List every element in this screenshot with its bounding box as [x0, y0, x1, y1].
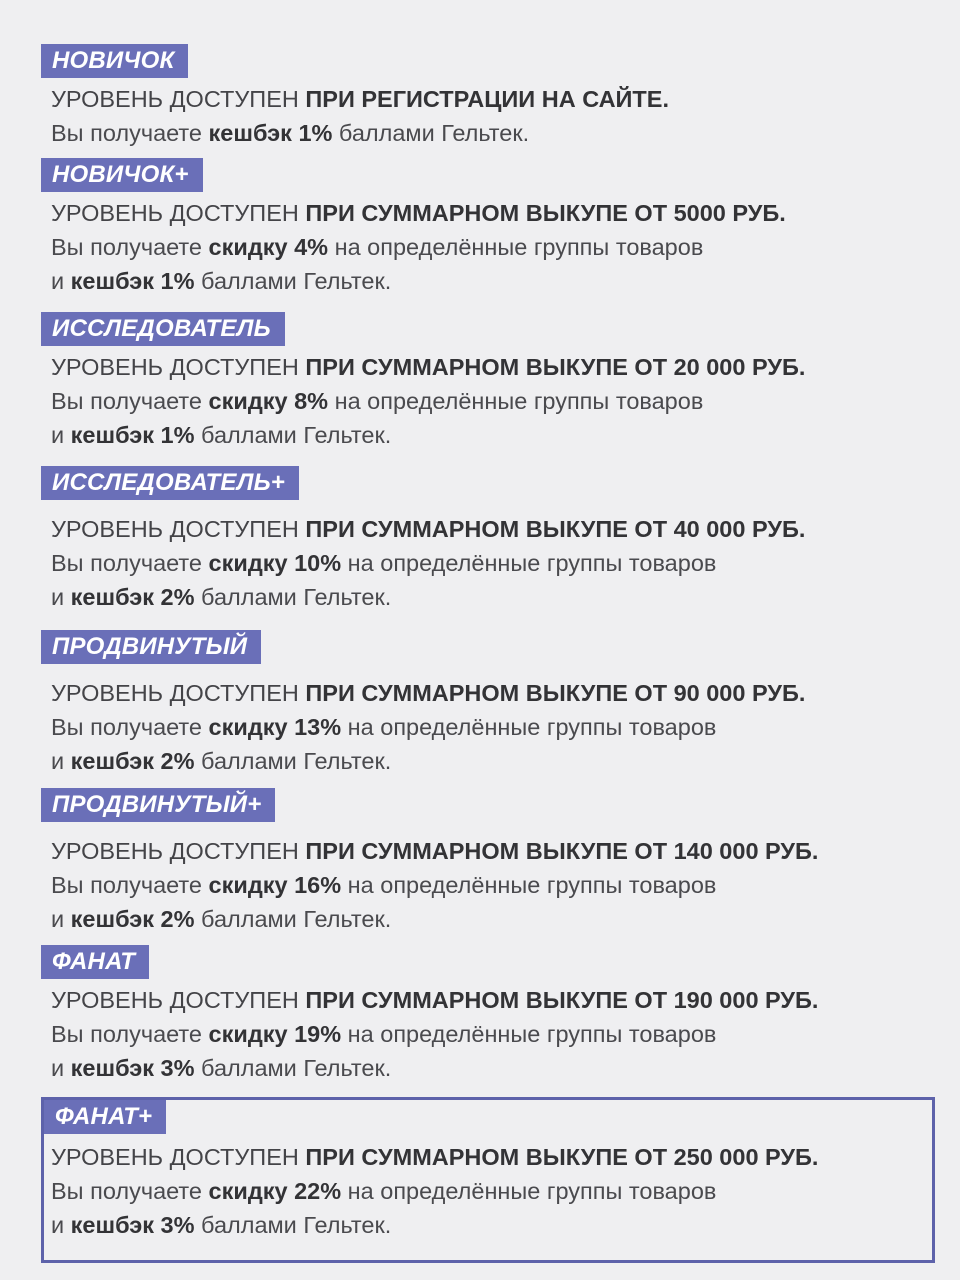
level-requirement: УРОВЕНЬ ДОСТУПЕН ПРИ СУММАРНОМ ВЫКУПЕ ОТ 20 000 РУБ. — [51, 354, 806, 380]
level-benefit: Вы получаете скидку 13% на определённые группы товаров — [51, 714, 717, 740]
level-benefit: Вы получаете кешбэк 1% баллами Гельтек. — [51, 120, 530, 146]
level-issledovatel — [41, 312, 935, 452]
level-novichok-plus — [41, 158, 935, 298]
level-cashback: и кешбэк 1% баллами Гельтек. — [51, 422, 392, 448]
level-badge: ПРОДВИНУТЫЙ — [41, 630, 261, 664]
level-badge: ИССЛЕДОВАТЕЛЬ+ — [41, 466, 299, 500]
level-badge: НОВИЧОК+ — [41, 158, 203, 192]
level-prodvinutyi — [41, 630, 935, 778]
level-badge: ПРОДВИНУТЫЙ+ — [41, 788, 275, 822]
level-requirement: УРОВЕНЬ ДОСТУПЕН ПРИ СУММАРНОМ ВЫКУПЕ ОТ 140 000 РУБ. — [51, 838, 819, 864]
level-cashback: и кешбэк 3% баллами Гельтек. — [51, 1212, 392, 1238]
level-benefit: Вы получаете скидку 16% на определённые группы товаров — [51, 872, 717, 898]
level-fanat — [41, 945, 935, 1085]
level-badge: ФАНАТ — [41, 945, 149, 979]
level-requirement: УРОВЕНЬ ДОСТУПЕН ПРИ СУММАРНОМ ВЫКУПЕ ОТ 5000 РУБ. — [51, 200, 786, 226]
level-cashback: и кешбэк 2% баллами Гельтек. — [51, 748, 392, 774]
level-fanat-plus-highlighted — [41, 1097, 935, 1263]
level-benefit: Вы получаете скидку 8% на определённые группы товаров — [51, 388, 704, 414]
level-cashback: и кешбэк 2% баллами Гельтек. — [51, 584, 392, 610]
level-requirement: УРОВЕНЬ ДОСТУПЕН ПРИ СУММАРНОМ ВЫКУПЕ ОТ 190 000 РУБ. — [51, 987, 819, 1013]
level-requirement: УРОВЕНЬ ДОСТУПЕН ПРИ РЕГИСТРАЦИИ НА САЙТЕ. — [51, 86, 669, 112]
level-cashback: и кешбэк 1% баллами Гельтек. — [51, 268, 392, 294]
level-novichok — [41, 44, 935, 150]
level-requirement: УРОВЕНЬ ДОСТУПЕН ПРИ СУММАРНОМ ВЫКУПЕ ОТ 250 000 РУБ. — [51, 1144, 819, 1170]
level-requirement: УРОВЕНЬ ДОСТУПЕН ПРИ СУММАРНОМ ВЫКУПЕ ОТ 90 000 РУБ. — [51, 680, 806, 706]
level-benefit: Вы получаете скидку 4% на определённые группы товаров — [51, 234, 704, 260]
level-badge: ФАНАТ+ — [44, 1100, 166, 1134]
level-benefit: Вы получаете скидку 10% на определённые группы товаров — [51, 550, 717, 576]
level-benefit: Вы получаете скидку 19% на определённые группы товаров — [51, 1021, 717, 1047]
level-requirement: УРОВЕНЬ ДОСТУПЕН ПРИ СУММАРНОМ ВЫКУПЕ ОТ 40 000 РУБ. — [51, 516, 806, 542]
level-issledovatel-plus — [41, 466, 935, 614]
level-benefit: Вы получаете скидку 22% на определённые группы товаров — [51, 1178, 717, 1204]
level-badge: НОВИЧОК — [41, 44, 188, 78]
level-prodvinutyi-plus — [41, 788, 935, 936]
level-badge: ИССЛЕДОВАТЕЛЬ — [41, 312, 285, 346]
level-cashback: и кешбэк 2% баллами Гельтек. — [51, 906, 392, 932]
level-cashback: и кешбэк 3% баллами Гельтек. — [51, 1055, 392, 1081]
